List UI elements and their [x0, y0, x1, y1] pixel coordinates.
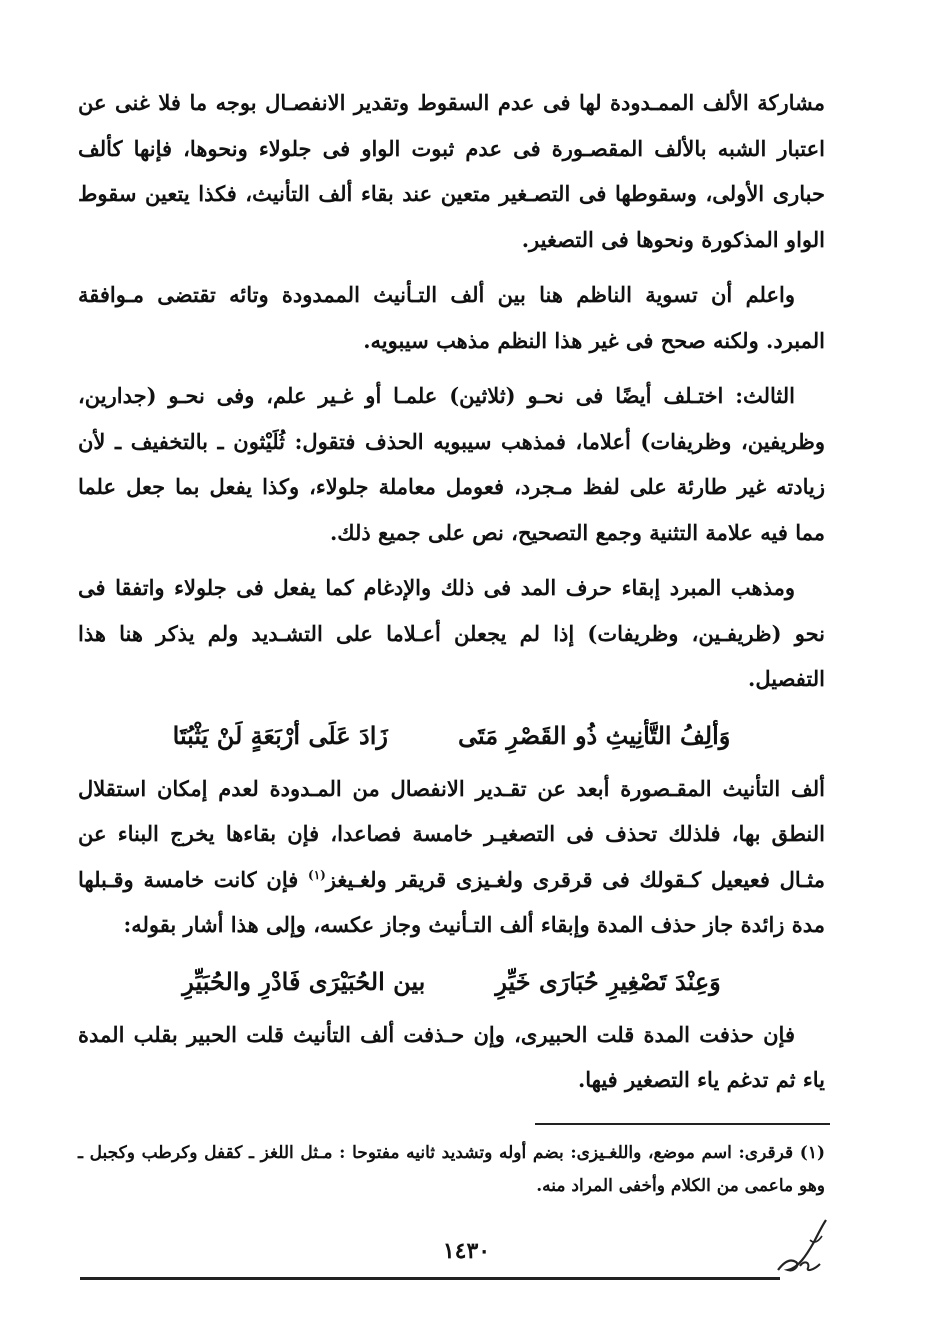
signature-icon — [770, 1212, 832, 1282]
paragraph-1: مشاركة الألف الممـدودة لها فى عدم السقوط وتقدير الانفصـال بوجه ما فلا غنى عن اعتبار الشبه بالألف المقصـورة فى عدم ثبوت الواو فى جلولاء ونحوها، فإنها كألف حبارى الأولى، وسقوطها فى التصـغير متعين عند بقاء ألف التأنيث، فكذا يتعين سقوط الواو المذكورة ونحوها فى التصغير. — [78, 90, 825, 252]
paragraph-3-lead: الثالث: — [735, 383, 795, 408]
verse-1-first-hemistich: وَألِفُ التَّأنِيثِ ذُو القَصْرِ مَتَى — [457, 720, 731, 750]
verse-2 — [78, 958, 825, 1006]
main-text — [78, 80, 825, 1113]
verse-2-first-hemistich: وَعِنْدَ تَصْغِيرِ حُبَارَى خَيِّرِ — [495, 966, 721, 996]
paragraph-3 — [78, 373, 825, 555]
paragraph-2: واعلم أن تسوية الناظم هنا بين ألف التـأنيث الممدودة وتائه تقتضى مـوافقة المبرد. ولكنه صحح فى غير هذا النظم مذهب سيبويه. — [78, 282, 825, 353]
footnote: (١) قرقرى: اسم موضع، واللغـيزى: بضم أوله وتشديد ثانيه مفتوحا : مـثل اللغز ـ كقفل وكرطب وكجبل ـ وهو ماعمى من الكلام وأخفى المراد منه. — [78, 1143, 825, 1196]
paragraph-5-part-1: ألف التأنيث المقـصورة أبعد عن تقـدير الانفصال من المـدودة لعدم إمكان استقلال النطق بها، فلذلك تحذف فى التصغيـر خامسة فصاعدا، فإن بقاءها يخرج البناء عن مثـال فعيعيل كـقولك فى قرقرى ولغـيزى قريقر ولغـيغز — [78, 775, 825, 892]
paragraph-5 — [78, 766, 825, 948]
footnote-separator — [535, 1123, 830, 1125]
footnote-marker: (١) — [308, 867, 326, 882]
verse-1-second-hemistich: زَادَ عَلَى أرْبَعَةٍ لَنْ يَثْبُتَا — [172, 720, 388, 750]
paragraph-6: فإن حذفت المدة قلت الحبيرى، وإن حـذفت ألف التأنيث قلت الحبير بقلب المدة ياء ثم تدغم ياء التصغير فيها. — [78, 1021, 825, 1092]
page-number: ١٤٣٠ — [442, 1238, 491, 1264]
verse-2-second-hemistich: بين الحُبَيْرَى فَادْرِ والحُبَيِّرِ — [182, 966, 426, 996]
verse-1 — [78, 712, 825, 760]
bottom-rule — [80, 1277, 780, 1280]
paragraph-3-body: اختـلف أيضًا فى نحـو (ثلاثين) علمـا أو غـير علم، وفى نحـو (جدارين، وظريفين، وظريفات) أعلاما، فمذهب سيبويه الحذف فتقول: ثُلَيْثون ـ بالتخفيف ـ لأن زيادته غير طارئة على لفظ مـجرد، فعومل معاملة جلولاء، وكذا يفعل بما جعل علما مما فيه علامة التثنية وجمع التصحيح، نص على جميع ذلك. — [78, 383, 825, 545]
paragraph-5-part-2: فإن كانت خامسة وقـبلها مدة زائدة جاز حذف المدة وإبقاء ألف التـأنيث وجاز عكسه، وإلى هذا أشار بقوله: — [78, 866, 825, 937]
paragraph-4: ومذهب المبرد إبقاء حرف المد فى ذلك والإدغام كما يفعل فى جلولاء واتفقا فى نحو (ظريفـين، وظريفات) إذا لم يجعلن أعـلاما على التشـديد ولم يذكر هنا هذا التفصيل. — [78, 575, 825, 691]
